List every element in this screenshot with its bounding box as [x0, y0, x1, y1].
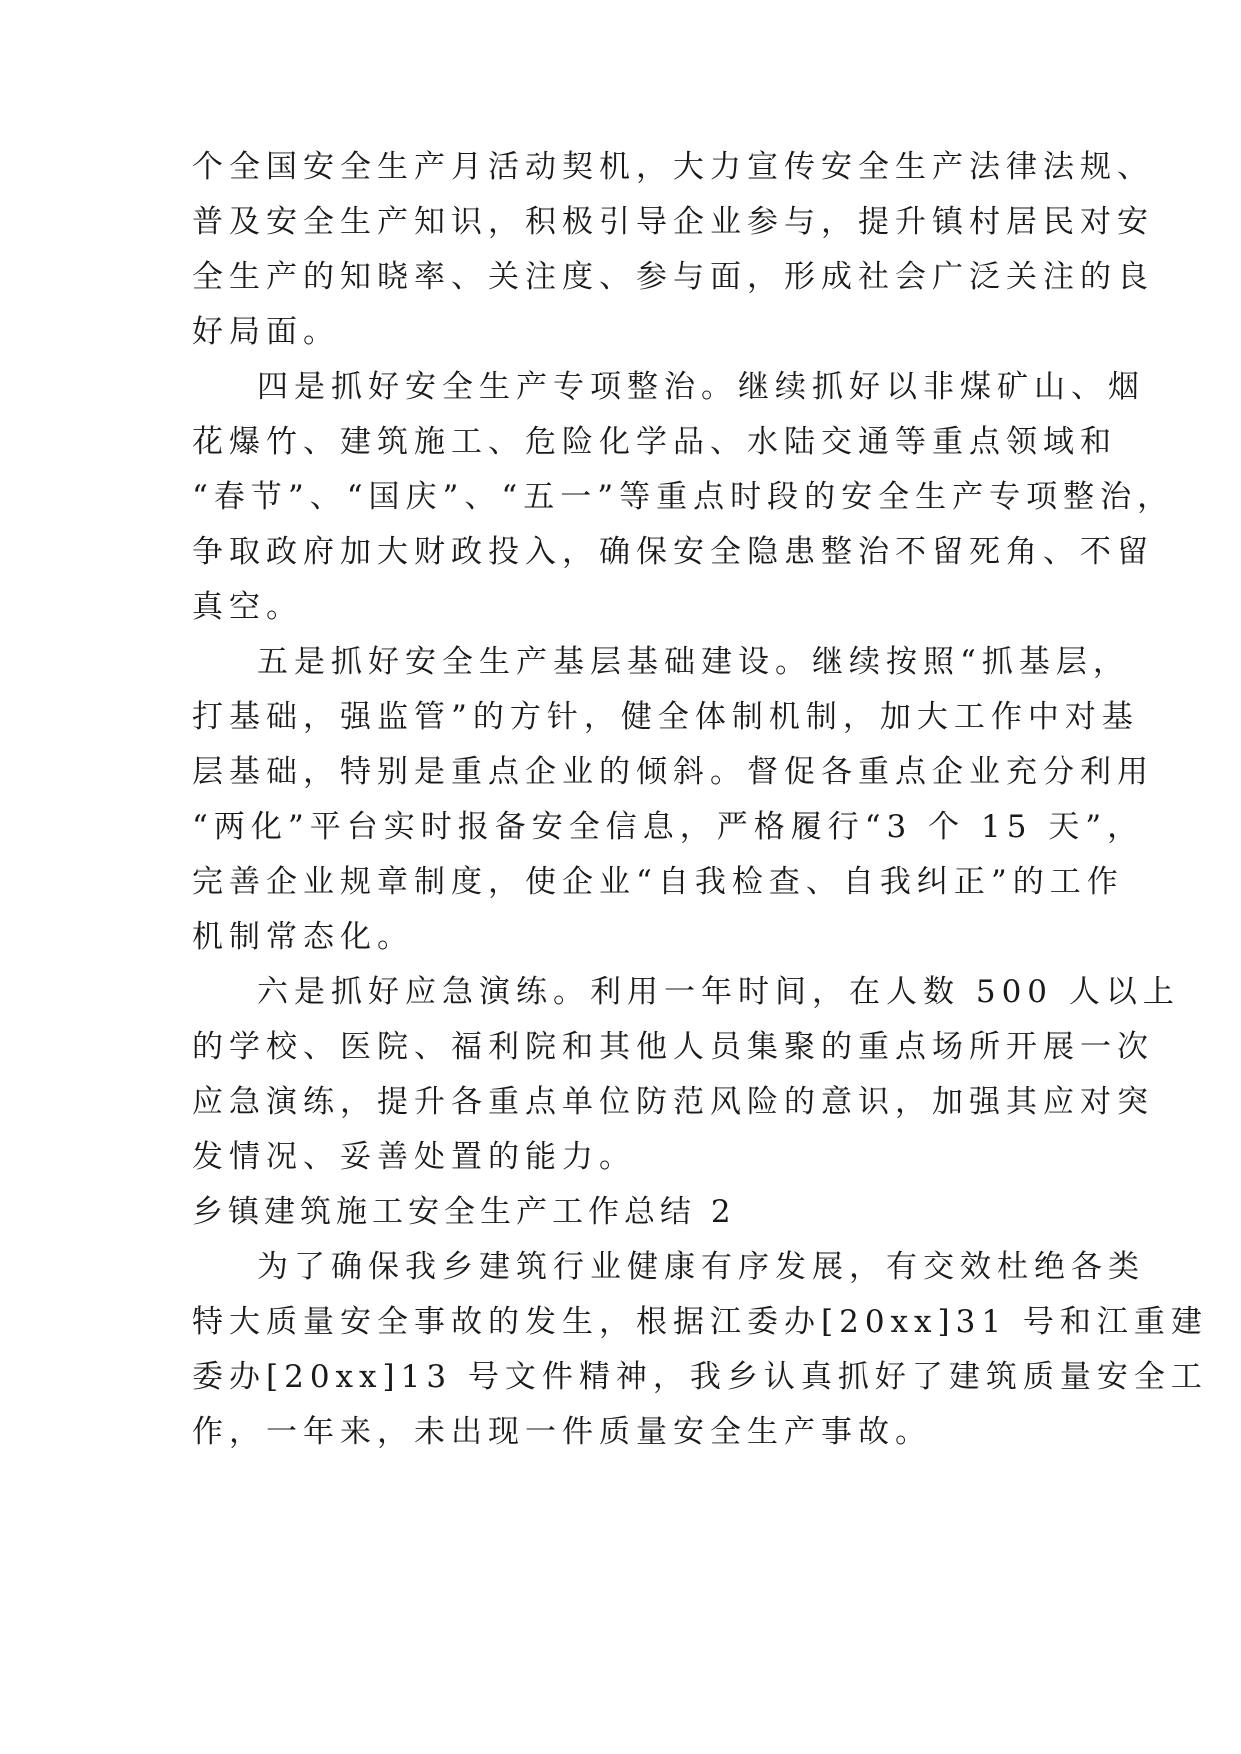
text-line: 应急演练，提升各重点单位防范风险的意识，加强其应对突	[192, 1084, 1154, 1120]
text-line: 打基础，强监管”的方针，健全体制机制，加大工作中对基	[192, 699, 1139, 735]
text-line: 的学校、医院、福利院和其他人员集聚的重点场所开展一次	[192, 1029, 1154, 1065]
text-line: 争取政府加大财政投入，确保安全隐患整治不留死角、不留	[192, 534, 1154, 570]
section-heading: 乡镇建筑施工安全生产工作总结 2	[192, 1194, 736, 1230]
text-line: 作，一年来，未出现一件质量安全生产事故。	[192, 1414, 932, 1450]
paragraph-start-line: 四是抓好安全生产专项整治。继续抓好以非煤矿山、烟	[257, 369, 1145, 405]
text-line: 层基础，特别是重点企业的倾斜。督促各重点企业充分利用	[192, 754, 1154, 790]
text-line: “两化”平台实时报备安全信息，严格履行“3 个 15 天”，	[192, 809, 1145, 845]
text-line: 普及安全生产知识，积极引导企业参与，提升镇村居民对安	[192, 204, 1154, 240]
paragraph-start-line: 五是抓好安全生产基层基础建设。继续按照“抓基层，	[257, 644, 1130, 680]
text-line: 特大质量安全事故的发生，根据江委办[20xx]31 号和江重建	[192, 1304, 1208, 1340]
text-line: 全生产的知晓率、关注度、参与面，形成社会广泛关注的良	[192, 259, 1154, 295]
text-line: 个全国安全生产月活动契机，大力宣传安全生产法律法规、	[192, 149, 1154, 185]
paragraph-start-line: 六是抓好应急演练。利用一年时间，在人数 500 人以上	[257, 974, 1180, 1010]
text-line: 机制常态化。	[192, 919, 414, 955]
text-line: 发情况、妥善处置的能力。	[192, 1139, 636, 1175]
text-line: “春节”、“国庆”、“五一”等重点时段的安全生产专项整治，	[192, 479, 1175, 515]
text-line: 花爆竹、建筑施工、危险化学品、水陆交通等重点领域和	[192, 424, 1117, 460]
text-line: 真空。	[192, 589, 303, 625]
text-line: 委办[20xx]13 号文件精神，我乡认真抓好了建筑质量安全工	[192, 1359, 1208, 1395]
text-line: 好局面。	[192, 314, 340, 350]
paragraph-start-line: 为了确保我乡建筑行业健康有序发展，有交效杜绝各类	[257, 1249, 1145, 1285]
text-line: 完善企业规章制度，使企业“自我检查、自我纠正”的工作	[192, 864, 1124, 900]
